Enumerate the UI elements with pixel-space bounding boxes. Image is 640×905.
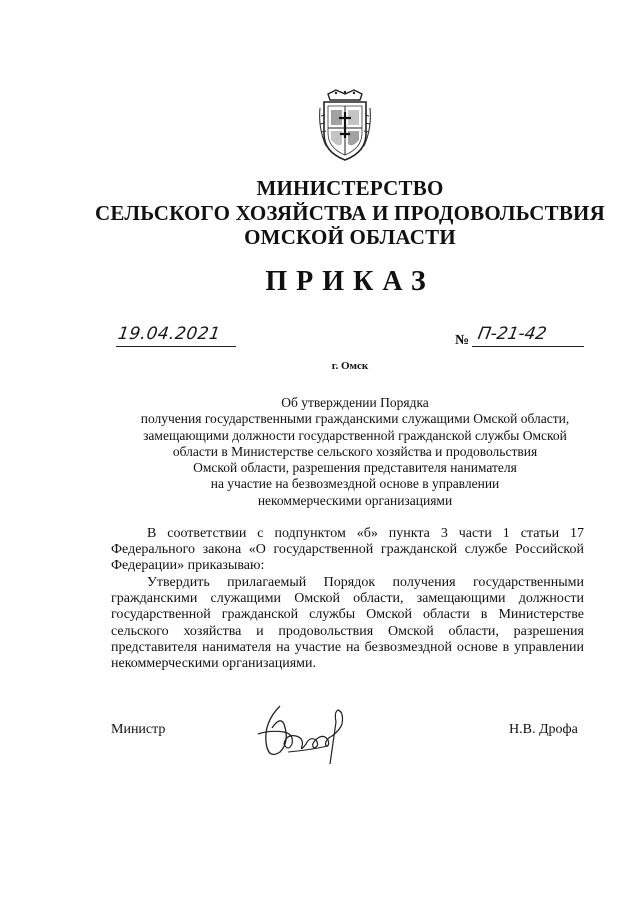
date-underline [116, 346, 236, 347]
city-label: г. Омск [331, 360, 369, 372]
ministry-name-line-1: МИНИСТЕРСТВО [256, 176, 444, 200]
paragraph-line: Федерации» приказываю: [111, 558, 265, 574]
ministry-name-line-2: СЕЛЬСКОГО ХОЗЯЙСТВА И ПРОДОВОЛЬСТВИЯ [95, 201, 605, 225]
paragraph-line: Федерального закона «О государственной гражданской службе Российской [111, 542, 584, 558]
legal-basis-paragraph [111, 526, 584, 575]
order-directive-paragraph [111, 575, 584, 672]
number-sign: № [455, 333, 470, 348]
signatory-position: Министр [111, 722, 166, 737]
paragraph-line: представителя нанимателя на участие на безвозмездной основе в управлении [111, 639, 584, 655]
coat-of-arms-icon [316, 88, 374, 162]
ministry-name-line-3: ОМСКОЙ ОБЛАСТИ [244, 225, 456, 249]
document-type-title: ПРИКАЗ [265, 266, 435, 297]
paragraph-line: В соответствии с подпунктом «б» пункта 3 части 1 статьи 17 [147, 526, 584, 541]
paragraph-line: некоммерческими организациями. [111, 656, 317, 672]
subject-line: получения государственными гражданскими служащими Омской области, [140, 411, 570, 427]
subject-line: Об утверждении Порядка [281, 395, 429, 410]
order-date: 19.04.2021 [116, 324, 222, 344]
order-number: П-21-42 [476, 324, 549, 344]
handwritten-signature [250, 694, 360, 774]
order-subject [105, 395, 605, 509]
subject-line: области в Министерстве сельского хозяйства и продовольствия [172, 443, 538, 459]
signatory-name: Н.В. Дрофа [509, 722, 578, 737]
subject-line: Омской области, разрешения представителя нанимателя [193, 460, 517, 476]
paragraph-line: гражданскими служащими Омской области, замещающими должности [111, 591, 584, 607]
subject-line: на участие на безвозмездной основе в управлении [210, 476, 500, 492]
subject-line: замещающими должности государственной гражданской службы Омской [143, 427, 567, 443]
paragraph-line: сельского хозяйства и продовольствия Омской области, разрешения [111, 623, 584, 639]
paragraph-line: государственной гражданской службы Омской области в Министерстве [111, 607, 584, 623]
subject-line: некоммерческими организациями [257, 492, 453, 508]
number-underline [472, 346, 584, 347]
paragraph-line: Утвердить прилагаемый Порядок получения государственными [147, 575, 584, 590]
